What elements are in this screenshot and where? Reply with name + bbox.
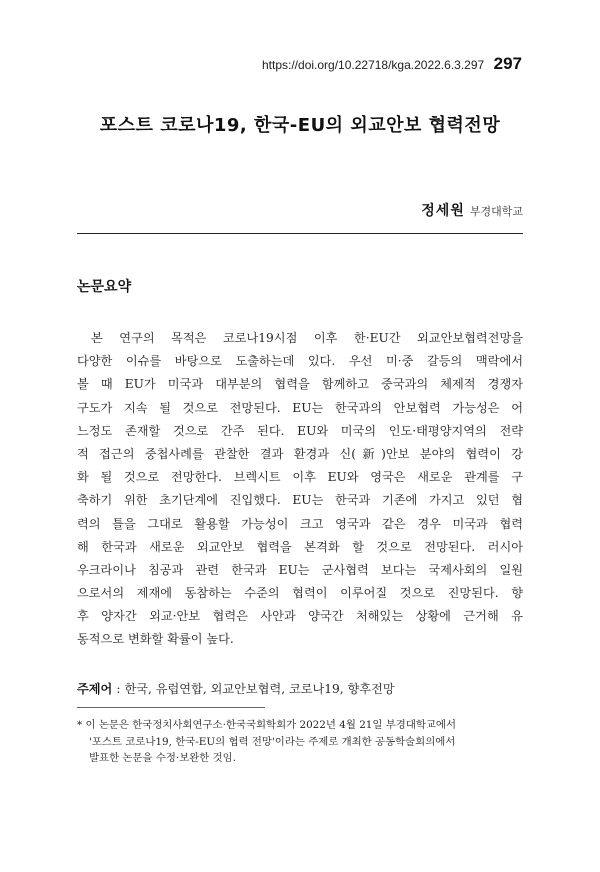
abstract-line: 다양한 이슈를 바탕으로 도출하는데 있다. 우선 미·중 갈등의 맥락에서 [77,354,523,369]
footnote-divider [77,707,265,708]
abstract-line: 우크라이나 침공과 관련 한국과 EU는 군사협력 보다는 국제사회의 일원 [77,562,523,577]
keywords-label: 주제어 [77,682,113,696]
author-affiliation: 부경대학교 [469,205,523,218]
abstract-line: 볼 때 EU가 미국과 대부분의 협력을 함께하고 중국과의 체제적 경쟁자 [77,377,523,392]
keywords-line [77,680,395,697]
keywords-separator: : [116,682,121,696]
abstract-line: 적 접근의 중첩사례를 관찰한 결과 환경과 신(新)안보 분야의 협력이 강 [77,446,523,461]
abstract-line: 느정도 존재할 것으로 간주 된다. EU와 미국의 인도·태평양지역의 전략 [77,423,523,438]
abstract-line: 구도가 지속 될 것으로 전망된다. EU는 한국과의 안보협력 가능성은 어 [77,400,523,415]
abstract-line: 력의 틀을 그대로 활용할 가능성이 크고 영국과 같은 경우 미국과 협력 [77,516,523,531]
abstract-heading: 논문요약 [77,279,132,295]
abstract-line: 으로서의 제재에 동참하는 수준의 협력이 이루어질 것으로 진망된다. 향 [77,586,523,601]
keywords-text: 한국, 유럽연합, 외교안보협력, 코로나19, 향후전망 [124,682,395,696]
author-block [421,200,523,220]
abstract-line: 화 될 것으로 전망한다. 브렉시트 이후 EU와 영국은 새로운 관계를 구 [77,470,523,485]
footnote-line: '포스트 코로나19, 한국-EU의 협력 전망'이라는 주제로 개최한 공동학술회의에서 [89,735,456,748]
author-name: 정세원 [421,203,465,219]
doi-link[interactable]: https://doi.org/10.22718/kga.2022.6.3.297 [262,58,485,72]
abstract-body [77,327,523,652]
footnote-line: 발표한 논문을 수정·보완한 것임. [89,752,236,764]
abstract-line: 후 양자간 외교·안보 협력은 사안과 양국간 처해있는 상황에 근거해 유 [77,609,523,624]
paper-title: 포스트 코로나19, 한국-EU의 외교안보 협력전망 [99,115,501,136]
abstract-line: 본 연구의 목적은 코로나19시점 이후 한·EU간 외교안보협력전망을 [91,331,523,345]
footnote-line: * 이 논문은 한국정치사회연구소·한국국회학회가 2022년 4월 21일 부경대학교에서 [77,719,457,731]
header-divider [77,233,523,234]
footnote [77,717,523,767]
page-number: 297 [493,54,522,73]
abstract-line: 해 한국과 새로운 외교안보 협력을 본격화 할 것으로 전망된다. 러시아 [77,539,523,554]
abstract-line: 동적으로 변화할 확률이 높다. [77,632,234,647]
abstract-line: 축하기 위한 초기단계에 진입했다. EU는 한국과 기존에 가지고 있던 협 [77,493,523,508]
